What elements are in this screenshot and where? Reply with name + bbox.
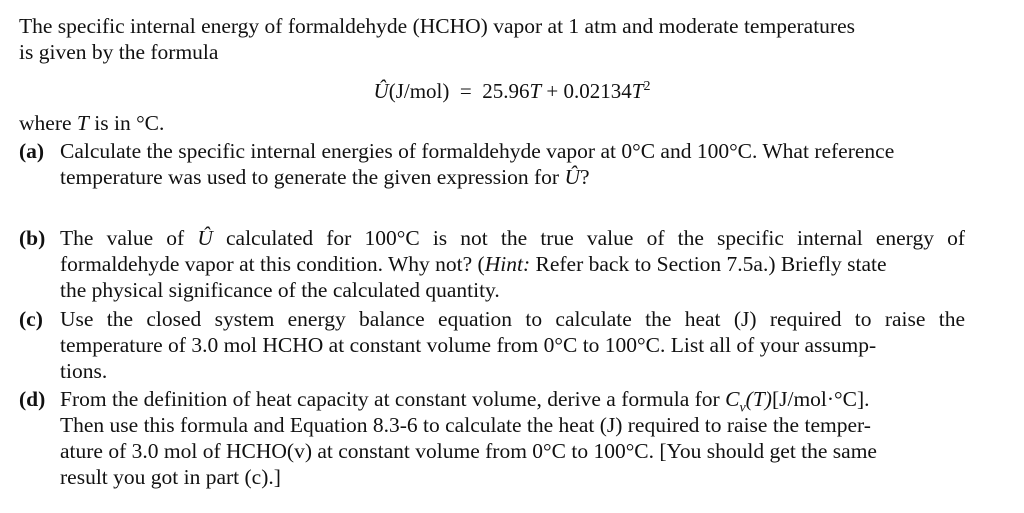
part-a-line-2 (60, 164, 590, 190)
part-d-cv-arg: (T) (745, 387, 772, 411)
part-c-line-2: temperature of 3.0 mol HCHO at constant volume from 0°C to 100°C. List all of your assump- (60, 333, 877, 357)
formula-plus: + (546, 79, 559, 103)
part-c-line-1: Use the closed system energy balance equation to calculate the heat (J) required to raise the (60, 307, 965, 331)
where-suffix: is in °C. (88, 111, 165, 135)
part-a-line-1: Calculate the specific internal energies of formaldehyde vapor at 0°C and 100°C. What reference (60, 139, 895, 163)
part-b-line-2-suffix: Refer back to Section 7.5a.) Briefly state (530, 252, 887, 276)
part-c-line-3: tions. (60, 359, 108, 383)
part-b-line-2 (60, 251, 887, 277)
where-var: T (76, 111, 89, 135)
part-d-line-1-prefix: From the definition of heat capacity at constant volume, derive a formula for (60, 387, 726, 411)
part-b-line-1-prefix: The value of (60, 226, 198, 250)
intro-line-2: is given by the formula (19, 40, 219, 64)
part-d-cv: C (725, 387, 740, 411)
formula-lhs-symbol: Û (373, 79, 389, 103)
part-b-hint: Hint: (484, 252, 531, 276)
part-b-symbol: Û (197, 226, 213, 250)
part-a-line-2-prefix: temperature was used to generate the given expression for (60, 165, 565, 189)
formula-lhs-unit: (J/mol) (388, 79, 450, 103)
part-a-line-2-suffix: ? (580, 165, 590, 189)
formula-exponent: 2 (643, 79, 651, 94)
formula-coef-a: 25.96 (482, 79, 530, 103)
part-d-cv-subscript: v (739, 400, 746, 416)
part-d-line-3: ature of 3.0 mol of HCHO(v) at constant volume from 0°C to 100°C. [You should get the same (60, 439, 877, 463)
formula-equals: = (459, 79, 472, 103)
part-b-line-1 (60, 225, 965, 251)
part-b-line-2-prefix: formaldehyde vapor at this condition. Why not? ( (60, 252, 485, 276)
formula-coef-b: 0.02134 (563, 79, 632, 103)
part-b-label: (b) (19, 226, 46, 250)
part-d-line-2: Then use this formula and Equation 8.3-6 to calculate the heat (J) required to raise the temper- (60, 413, 871, 437)
formula-var-t1: T (529, 79, 542, 103)
part-b-line-1-suffix: calculated for 100°C is not the true value of the specific internal energy of (212, 226, 965, 250)
part-d-label: (d) (19, 387, 46, 411)
intro-line-1: The specific internal energy of formaldehyde (HCHO) vapor at 1 atm and moderate temperatures (19, 14, 855, 38)
part-b-line-3: the physical significance of the calculated quantity. (60, 278, 500, 302)
energy-formula (0, 74, 1024, 104)
part-d-line-4: result you got in part (c).] (60, 465, 281, 489)
where-prefix: where (19, 111, 77, 135)
part-a-label: (a) (19, 139, 45, 163)
formula-var-t2: T (631, 79, 644, 103)
part-d-line-1-suffix: [J/mol·°C]. (771, 387, 870, 411)
part-a-symbol: Û (564, 165, 580, 189)
where-clause (19, 110, 164, 136)
part-c-label: (c) (19, 307, 43, 331)
